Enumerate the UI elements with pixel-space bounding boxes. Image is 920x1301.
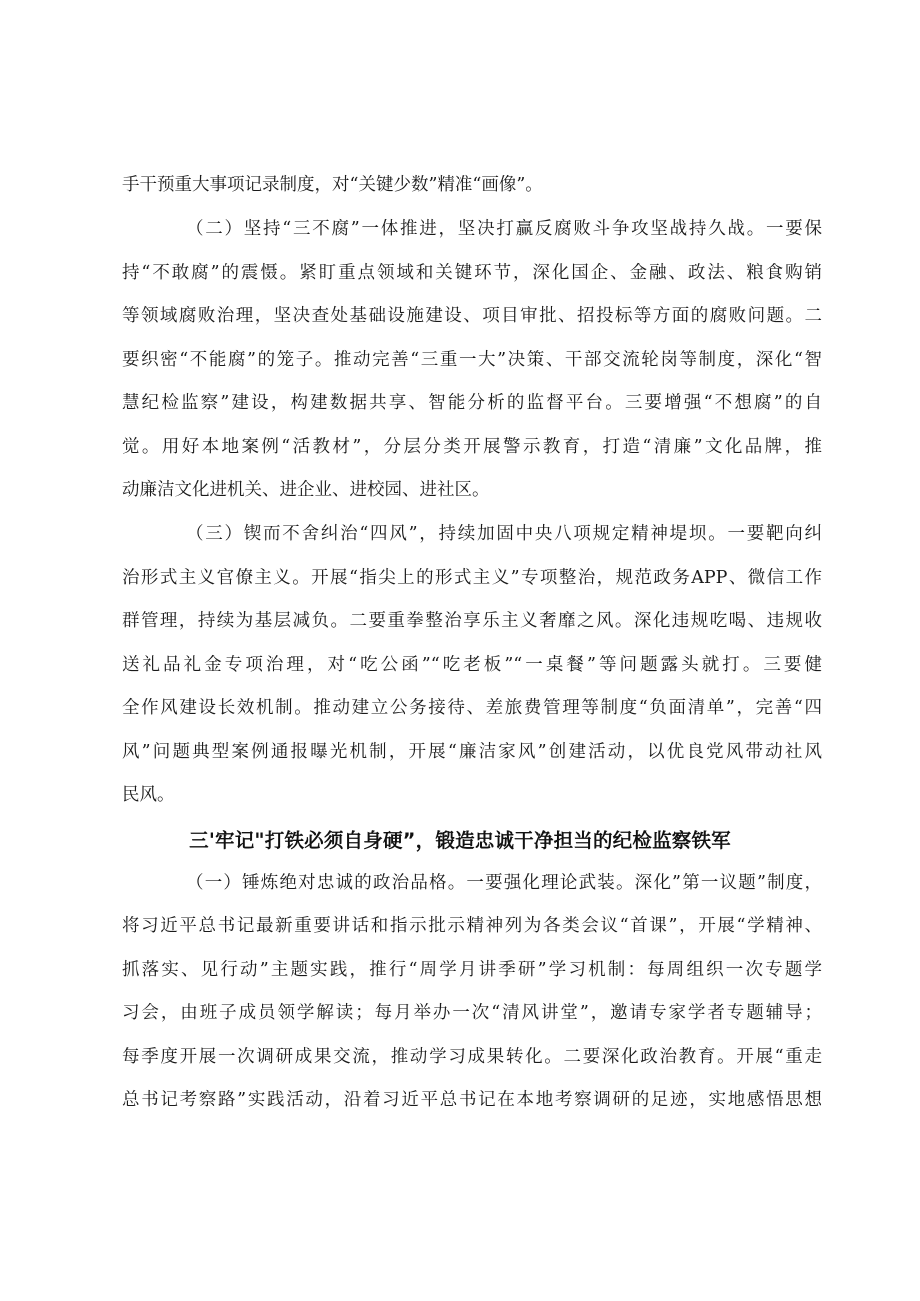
paragraph-line: 等领域腐败治理，坚决查处基础设施建设、项目审批、招投标等方面的腐败问题。二 <box>122 306 822 326</box>
paragraph-line: 全作风建设长效机制。推动建立公务接待、差旅费管理等制度“负面清单”，完善“四 <box>122 698 822 718</box>
paragraph-line: （三）锲而不舍纠治“四风”，持续加固中央八项规定精神堤坝。一要靶向纠 <box>186 524 822 544</box>
paragraph-line: 要织密“不能腐”的笼子。推动完善“三重一大”决策、干部交流轮岗等制度，深化“智 <box>122 350 822 370</box>
paragraph-line: 送礼品礼金专项治理，对“吃公函”“吃老板”“一桌餐”等问题露头就打。三要健 <box>122 655 822 675</box>
paragraph-line: 总书记考察路”实践活动，沿着习近平总书记在本地考察调研的足迹，实地感悟思想 <box>122 1090 822 1110</box>
paragraph-line: 动廉洁文化进机关、进企业、进校园、进社区。 <box>122 480 490 500</box>
paragraph-line: 慧纪检监察”建设，构建数据共享、智能分析的监督平台。三要增强“不想腐”的自 <box>122 393 822 413</box>
paragraph-line: 习会，由班子成员领学解读；每月举办一次“清风讲堂”，邀请专家学者专题辅导； <box>122 1003 822 1023</box>
paragraph-line: 风”问题典型案例通报曝光机制，开展“廉洁家风”创建活动，以优良党风带动社风 <box>122 742 822 762</box>
paragraph-line: 民风。 <box>122 785 175 805</box>
paragraph-line: 每季度开展一次调研成果交流，推动学习成果转化。二要深化政治教育。开展“重走 <box>122 1047 822 1067</box>
paragraph-line: 群管理，持续为基层减负。二要重拳整治享乐主义奢靡之风。深化违规吃喝、违规收 <box>122 611 822 631</box>
paragraph-line: 治形式主义官僚主义。开展“指尖上的形式主义”专项整治，规范政务APP、微信工作 <box>122 568 822 588</box>
paragraph-line: 将习近平总书记最新重要讲话和指示批示精神列为各类会议“首课”，开展“学精神、 <box>122 916 822 936</box>
paragraph-line: 持“不敢腐”的震慑。紧盯重点领域和关键环节，深化国企、金融、政法、粮食购销 <box>122 263 822 283</box>
paragraph-line: 觉。用好本地案例“活教材”，分层分类开展警示教育，打造“清廉”文化品牌，推 <box>122 437 822 457</box>
paragraph-line: （二）坚持“三不腐”一体推进，坚决打赢反腐败斗争攻坚战持久战。一要保 <box>186 219 822 239</box>
paragraph-line: 抓落实、见行动”主题实践，推行“周学月讲季研”学习机制：每周组织一次专题学 <box>122 960 822 980</box>
paragraph-line: 手干预重大事项记录制度，对“关键少数”精准“画像”。 <box>122 175 543 195</box>
section-heading: 三'牢记"打铁必须自身硬”，锻造忠诚干净担当的纪检监察铁军 <box>189 829 731 852</box>
paragraph-line: （一）锤炼绝对忠诚的政治品格。一要强化理论武装。深化”第一议题”制度， <box>186 873 822 893</box>
